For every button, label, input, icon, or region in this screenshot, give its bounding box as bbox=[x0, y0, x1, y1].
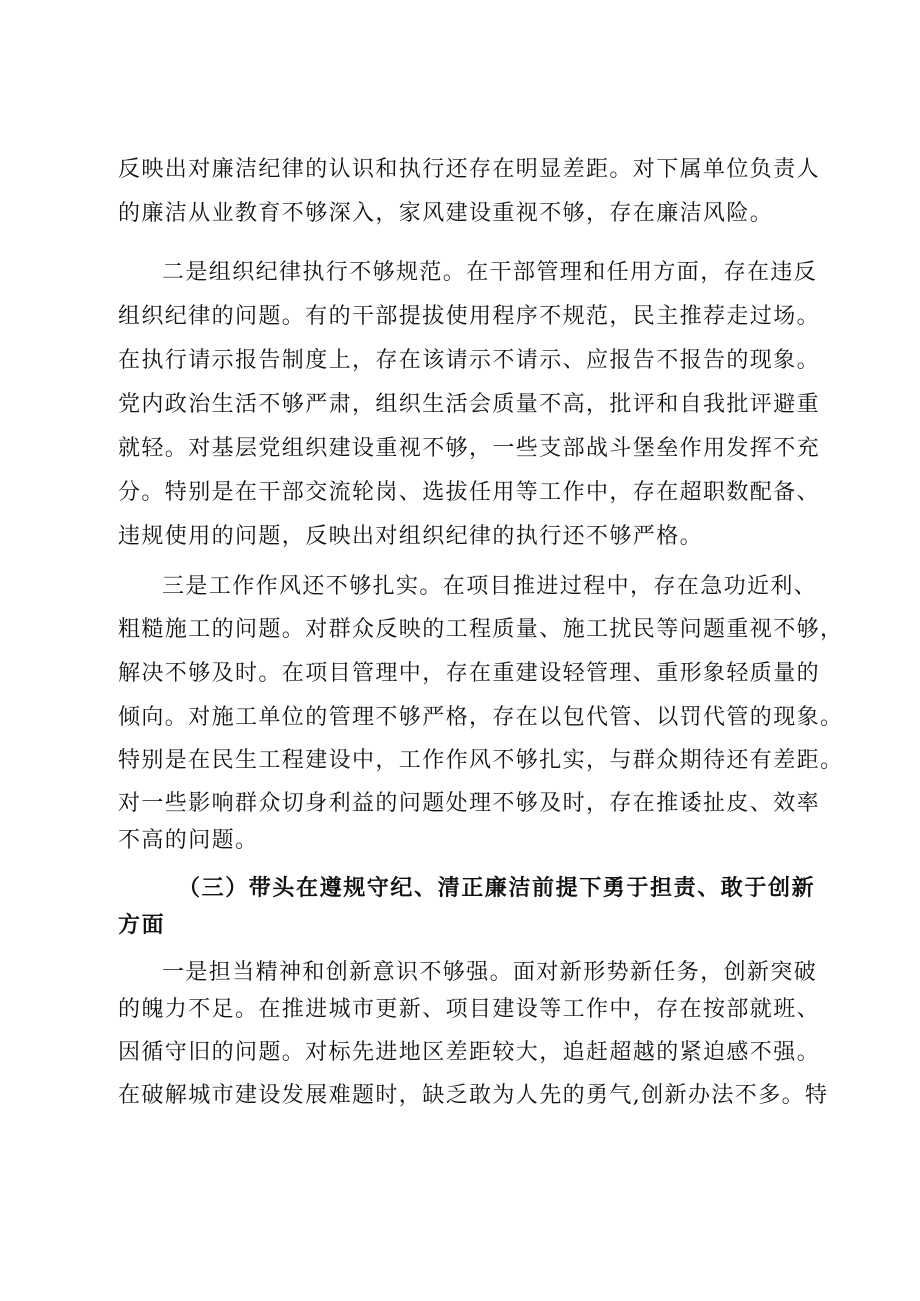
paragraph-start-line: 二是组织纪律执行不够规范。在干部管理和任用方面，存在违反 bbox=[162, 260, 818, 285]
section-heading-continuation: 方面 bbox=[118, 913, 166, 938]
paragraph-start-line: 一是担当精神和创新意识不够强。面对新形势新任务，创新突破 bbox=[162, 960, 818, 985]
body-line: 倾向。对施工单位的管理不够严格，存在以包代管、以罚代管的现象。 bbox=[118, 705, 844, 730]
section-heading: （三）带头在遵规守纪、清正廉洁前提下勇于担责、敢于创新 bbox=[178, 876, 816, 901]
body-line: 的魄力不足。在推进城市更新、项目建设等工作中，存在按部就班、 bbox=[118, 997, 821, 1022]
body-line: 组织纪律的问题。有的干部提拔使用程序不规范，民主推荐走过场。 bbox=[118, 304, 821, 329]
body-line: 在执行请示报告制度上，存在该请示不请示、应报告不报告的现象。 bbox=[118, 348, 821, 373]
body-line: 因循守旧的问题。对标先进地区差距较大，追赶超越的紧迫感不强。 bbox=[118, 1040, 821, 1065]
body-line: 分。特别是在干部交流轮岗、选拔任用等工作中，存在超职数配备、 bbox=[118, 480, 821, 505]
body-line: 不高的问题。 bbox=[118, 828, 259, 853]
paragraph-start-line: 三是工作作风还不够扎实。在项目推进过程中，存在急功近利、 bbox=[162, 574, 818, 599]
body-line: 特别是在民生工程建设中，工作作风不够扎实，与群众期待还有差距。 bbox=[118, 748, 844, 773]
body-line: 解决不够及时。在项目管理中，存在重建设轻管理、重形象轻质量的 bbox=[118, 661, 821, 686]
body-line: 反映出对廉洁纪律的认识和执行还存在明显差距。对下属单位负责人 bbox=[118, 157, 821, 182]
body-line: 就轻。对基层党组织建设重视不够，一些支部战斗堡垒作用发挥不充 bbox=[118, 436, 821, 461]
body-line: 违规使用的问题，反映出对组织纪律的执行还不够严格。 bbox=[118, 524, 704, 549]
body-line: 的廉洁从业教育不够深入，家风建设重视不够，存在廉洁风险。 bbox=[118, 201, 774, 226]
body-line: 粗糙施工的问题。对群众反映的工程质量、施工扰民等问题重视不够， bbox=[118, 617, 844, 642]
body-line: 在破解城市建设发展难题时，缺乏敢为人先的勇气,创新办法不多。特 bbox=[118, 1083, 829, 1108]
body-line: 对一些影响群众切身利益的问题处理不够及时，存在推诿扯皮、效率 bbox=[118, 791, 821, 816]
body-line: 党内政治生活不够严肃，组织生活会质量不高，批评和自我批评避重 bbox=[118, 392, 821, 417]
